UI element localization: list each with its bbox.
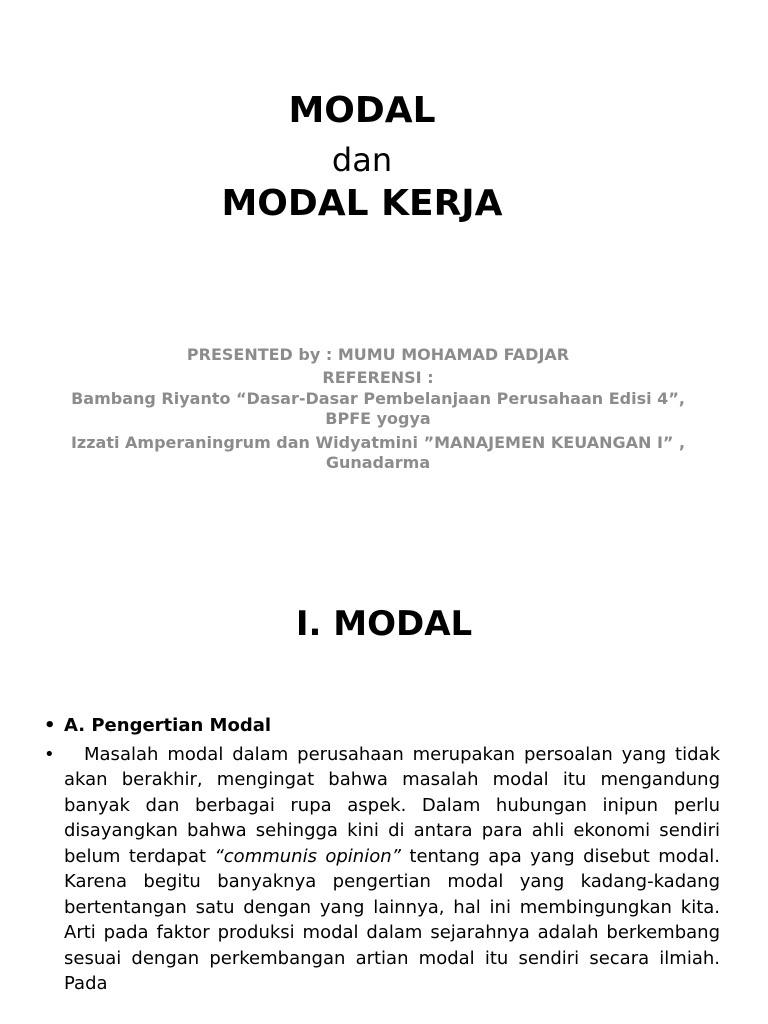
section-heading: A. Pengertian Modal xyxy=(64,715,272,736)
bullet-icon: • xyxy=(44,743,55,765)
reference-2: Izzati Amperaningrum dan Widyatmini ”MANAJEMEN KEUANGAN I” , Gunadarma xyxy=(70,433,686,472)
list-item xyxy=(44,713,720,739)
title-modal: MODAL xyxy=(288,90,436,131)
title-dan: dan xyxy=(331,141,393,179)
paragraph-text-1: Masalah modal dalam perusahaan merupakan persoalan yang tidak akan berakhir, mengingat bahwa masalah modal itu mengandung banyak dan berbagai rupa aspek. Dalam hubungan inipun perlu disayangkan bahwa sehingga kini di antara para ahli ekonomi sendiri belum terdapat xyxy=(64,743,720,867)
referensi-label: REFERENSI : xyxy=(322,368,434,387)
title-modal-kerja: MODAL KERJA xyxy=(221,183,503,224)
section-title: I. MODAL xyxy=(295,604,473,644)
reference-1: Bambang Riyanto “Dasar-Dasar Pembelanjaan Perusahaan Edisi 4”, BPFE yogya xyxy=(71,389,685,428)
bullet-list xyxy=(44,713,720,997)
paragraph-text-2: tentang apa yang disebut modal. Karena begitu banyaknya pengertian modal yang kadang-kadang bertentangan satu dengan yang lainnya, hal ini membingungkan kita. Arti pada faktor produksi modal dalam sejarahnya adalah berkembang sesuai dengan perkembangan artian modal itu sendiri secara ilmiah. Pada xyxy=(64,845,720,994)
presented-by: PRESENTED by : MUMU MOHAMAD FADJAR xyxy=(186,345,570,364)
presenter-block xyxy=(60,343,696,477)
list-item xyxy=(44,742,720,997)
paragraph-italic-term: “communis opinion” xyxy=(214,845,401,867)
bullet-icon: • xyxy=(44,715,56,736)
